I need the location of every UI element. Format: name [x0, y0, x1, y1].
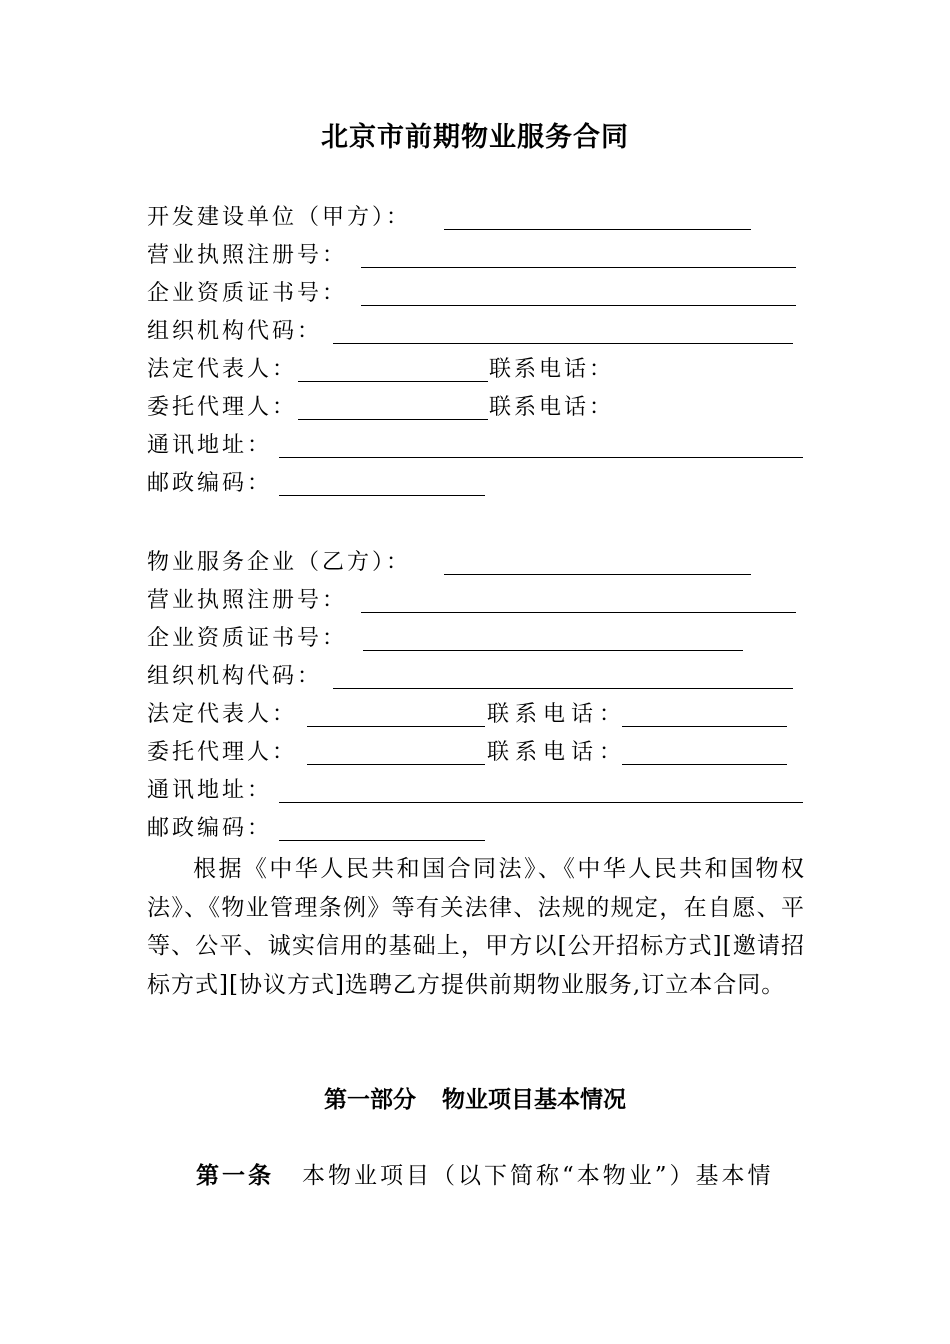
party-b-org-code-label: 组织机构代码：: [147, 664, 323, 689]
party-a-name-label: 开发建设单位（甲方）：: [147, 205, 412, 230]
party-b-org-code-blank[interactable]: [333, 688, 793, 689]
party-b-postcode-blank[interactable]: [279, 840, 485, 841]
article-1-text: 本物业项目（以下简称“本物业”）基本情: [302, 1163, 774, 1189]
party-b-address-blank[interactable]: [279, 802, 803, 803]
party-b-agent-label: 委托代理人：: [147, 740, 298, 765]
party-b-legal-rep-phone-blank[interactable]: [622, 726, 787, 727]
party-a-qualification-blank[interactable]: [361, 305, 796, 306]
party-a-legal-rep-label: 法定代表人：: [147, 357, 298, 382]
party-b-legal-rep-blank[interactable]: [307, 726, 485, 727]
party-a-agent-phone-label: 联系电话：: [489, 395, 615, 420]
party-a-org-code-blank[interactable]: [333, 343, 793, 344]
party-a-postcode-blank[interactable]: [279, 495, 485, 496]
party-b-agent-phone-blank[interactable]: [622, 764, 787, 765]
party-b-qualification-label: 企业资质证书号：: [147, 626, 348, 651]
party-a-qualification-label: 企业资质证书号：: [147, 281, 348, 306]
section-number: 第一部分: [324, 1086, 416, 1113]
party-b-legal-rep-label: 法定代表人：: [147, 702, 298, 727]
party-b-address-label: 通讯地址：: [147, 778, 273, 803]
party-b-name-blank[interactable]: [444, 574, 751, 575]
party-a-postcode-label: 邮政编码：: [147, 471, 273, 496]
party-a-license-label: 营业执照注册号：: [147, 243, 348, 268]
party-b-postcode-label: 邮政编码：: [147, 816, 273, 841]
party-a-name-blank[interactable]: [444, 229, 751, 230]
party-b-license-label: 营业执照注册号：: [147, 588, 348, 613]
contract-title: 北京市前期物业服务合同: [321, 122, 629, 153]
section-heading: [0, 1082, 950, 1118]
party-a-legal-rep-blank[interactable]: [298, 381, 488, 382]
party-a-agent-blank[interactable]: [298, 419, 488, 420]
preamble-paragraph: 根据《中华人民共和国合同法》、《中华人民共和国物权法》、《物业管理条例》等有关法律、法规的规定，在自愿、平等、公平、诚实信用的基础上，甲方以[公开招标方式][邀请招标方式][协议方式]选聘乙方提供前期物业服务,订立本合同。: [147, 856, 805, 998]
article-1-heading: 第一条: [196, 1162, 274, 1189]
party-b-agent-blank[interactable]: [307, 764, 485, 765]
party-a-agent-label: 委托代理人：: [147, 395, 298, 420]
party-b-qualification-blank[interactable]: [363, 650, 743, 651]
party-b-name-label: 物业服务企业（乙方）：: [147, 550, 412, 575]
party-a-address-label: 通讯地址：: [147, 433, 273, 458]
section-title: 物业项目基本情况: [442, 1086, 626, 1113]
party-b-license-blank[interactable]: [361, 612, 796, 613]
party-a-address-blank[interactable]: [279, 457, 803, 458]
article-1: [196, 1158, 774, 1194]
party-a-legal-rep-phone-label: 联系电话：: [489, 357, 615, 382]
party-a-license-blank[interactable]: [361, 267, 796, 268]
party-a-org-code-label: 组织机构代码：: [147, 319, 323, 344]
party-b-agent-phone-label: 联系电话：: [487, 740, 628, 765]
party-b-legal-rep-phone-label: 联系电话：: [487, 702, 628, 727]
